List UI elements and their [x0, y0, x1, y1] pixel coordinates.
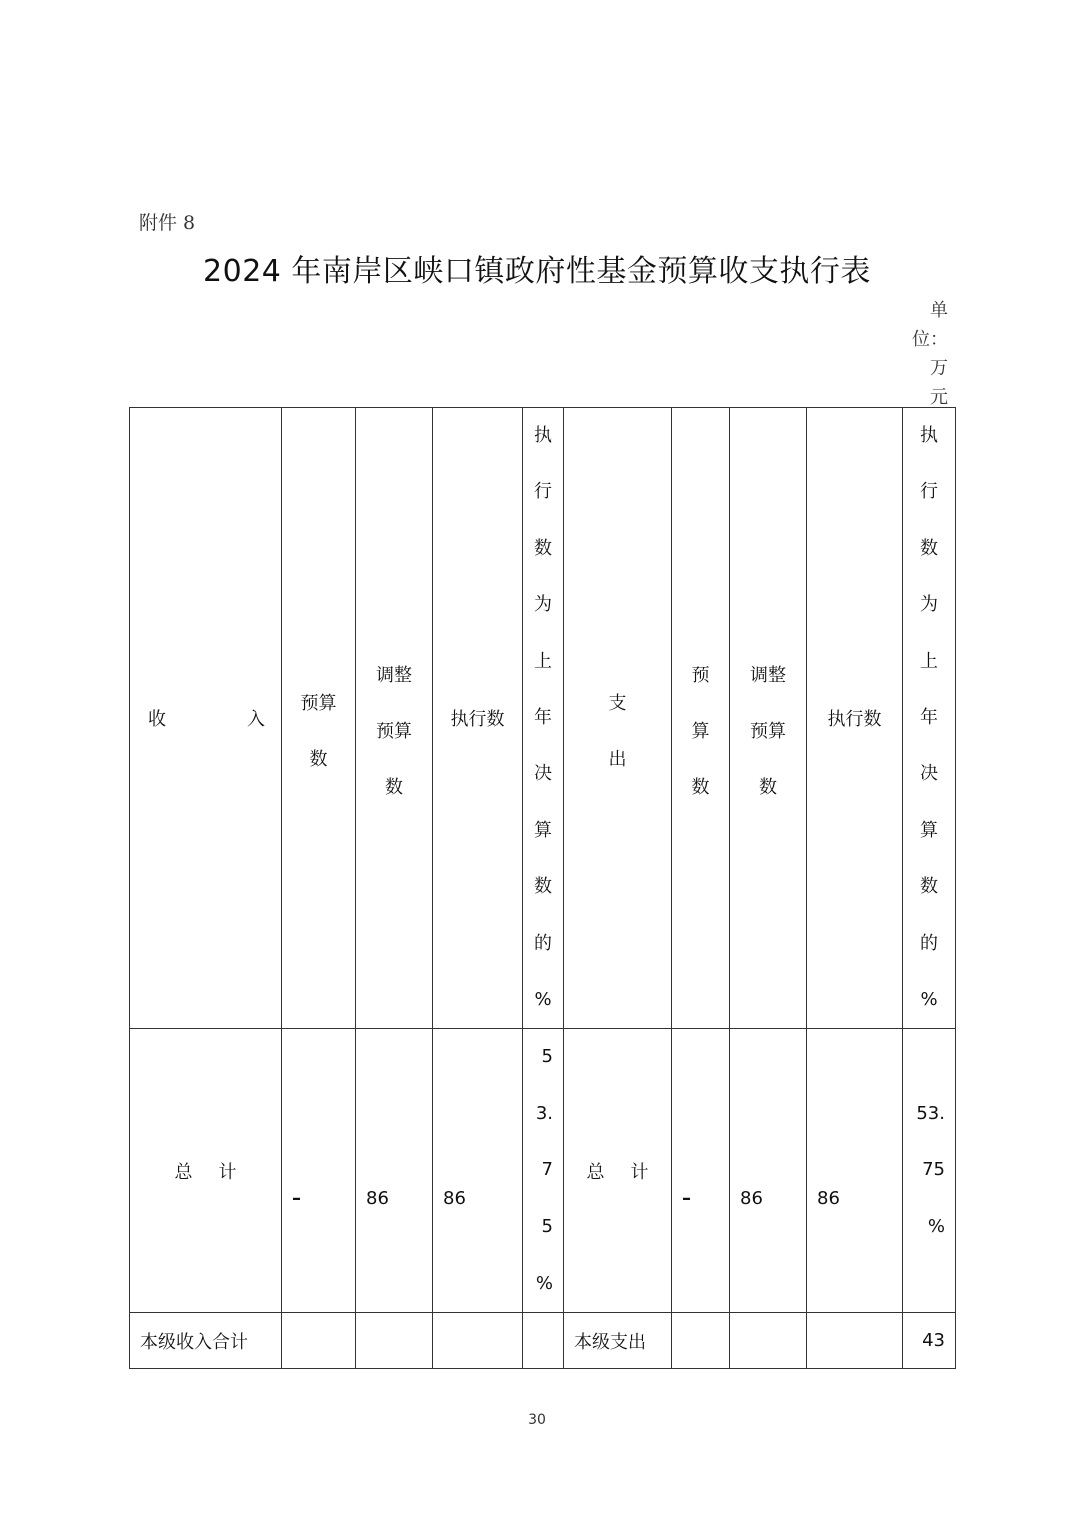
- cell-char: 53.: [916, 1102, 945, 1124]
- header-char: %: [534, 988, 552, 1010]
- header-expense: [564, 408, 672, 1029]
- header-char: 为: [534, 594, 552, 616]
- cell-value: –: [682, 1188, 691, 1210]
- empty-cell: [672, 1313, 730, 1369]
- header-line: 预算: [750, 721, 786, 743]
- total-adjusted-right: [730, 1029, 807, 1313]
- budget-table: [129, 407, 956, 1369]
- header-char: 行: [920, 481, 938, 503]
- total-pct-left: [523, 1029, 564, 1313]
- header-line: 数: [691, 777, 710, 799]
- cell-char: 75: [922, 1159, 945, 1181]
- header-line: 算: [691, 721, 710, 743]
- cell-char: 5: [541, 1216, 553, 1238]
- header-executed-left: [433, 408, 523, 1029]
- header-char: 行: [534, 481, 552, 503]
- header-line: 预算: [300, 693, 337, 715]
- page-number: 30: [528, 1412, 546, 1428]
- header-line: 数: [385, 777, 403, 799]
- header-executed-right: [807, 408, 903, 1029]
- empty-cell: [282, 1313, 356, 1369]
- header-char: %: [920, 988, 938, 1010]
- header-char: 数: [534, 876, 552, 898]
- label-char: 计: [218, 1161, 237, 1183]
- cell-char: %: [535, 1272, 553, 1294]
- header-line: 执行数: [450, 709, 505, 731]
- empty-cell: [730, 1313, 807, 1369]
- header-adjusted-right: [730, 408, 807, 1029]
- header-char: 算: [920, 819, 938, 841]
- total-executed-left: [433, 1029, 523, 1313]
- header-char: 的: [920, 932, 938, 954]
- header-line: 支: [608, 693, 627, 715]
- header-char: 年: [920, 706, 938, 728]
- unit-char: 元: [930, 387, 948, 408]
- empty-cell: [807, 1313, 903, 1369]
- header-line: 出: [608, 749, 627, 771]
- empty-cell: [356, 1313, 433, 1369]
- header-line: 数: [759, 777, 777, 799]
- empty-cell: [523, 1313, 564, 1369]
- total-row: [130, 1029, 956, 1313]
- header-adjusted-left: [356, 408, 433, 1029]
- cell-value: 86: [366, 1188, 389, 1210]
- level-row: [130, 1313, 956, 1369]
- cell-char: 7: [541, 1159, 553, 1181]
- header-char: 执: [534, 425, 552, 446]
- unit-char: 单: [930, 300, 948, 321]
- header-income: [130, 408, 282, 1029]
- label-char: 总: [586, 1161, 605, 1183]
- header-char: 算: [534, 819, 552, 841]
- header-char: 年: [534, 706, 552, 728]
- header-line: 执行数: [827, 709, 882, 731]
- header-line: 调整: [750, 665, 786, 687]
- header-pct-right: [903, 408, 956, 1029]
- total-income-label: [130, 1029, 282, 1313]
- header-char: 上: [534, 650, 552, 672]
- header-line: 预: [691, 665, 710, 687]
- level-pct-right: 43: [903, 1313, 956, 1369]
- header-char: 入: [247, 709, 265, 731]
- header-char: 的: [534, 932, 552, 954]
- empty-cell: [433, 1313, 523, 1369]
- header-line: 预算: [376, 721, 412, 743]
- header-char: 数: [920, 876, 938, 898]
- total-budget-left: [282, 1029, 356, 1313]
- header-char: 上: [920, 650, 938, 672]
- total-adjusted-left: [356, 1029, 433, 1313]
- level-expense-label: 本级支出: [564, 1313, 672, 1369]
- total-executed-right: [807, 1029, 903, 1313]
- cell-char: %: [927, 1216, 945, 1238]
- header-char: 执: [920, 425, 938, 446]
- header-char: 数: [534, 537, 552, 559]
- cell-value: 86: [443, 1188, 466, 1210]
- total-budget-right: [672, 1029, 730, 1313]
- level-income-label: 本级收入合计: [130, 1313, 282, 1369]
- unit-char: 位：: [912, 329, 948, 350]
- cell-char: 3.: [535, 1102, 553, 1124]
- cell-value: –: [292, 1188, 301, 1210]
- label-char: 计: [630, 1161, 649, 1183]
- label-char: 总: [174, 1161, 193, 1183]
- unit-char: 万: [930, 358, 948, 379]
- cell-value: 86: [740, 1188, 763, 1210]
- attachment-label: 附件 8: [139, 212, 196, 234]
- header-budget-left: [282, 408, 356, 1029]
- header-pct-left: [523, 408, 564, 1029]
- total-expense-label: [564, 1029, 672, 1313]
- page-title: 2024 年南岸区峡口镇政府性基金预算收支执行表: [203, 254, 871, 289]
- header-char: 数: [920, 537, 938, 559]
- header-line: 调整: [376, 665, 412, 687]
- header-char: 决: [534, 763, 552, 785]
- header-char: 为: [920, 594, 938, 616]
- header-budget-right: [672, 408, 730, 1029]
- total-pct-right: [903, 1029, 956, 1313]
- header-char: 决: [920, 763, 938, 785]
- cell-char: 5: [541, 1046, 553, 1068]
- unit-note: [908, 296, 948, 412]
- cell-value: 86: [817, 1188, 840, 1210]
- header-line: 数: [309, 749, 328, 771]
- header-char: 收: [148, 709, 166, 731]
- header-row: [130, 408, 956, 1029]
